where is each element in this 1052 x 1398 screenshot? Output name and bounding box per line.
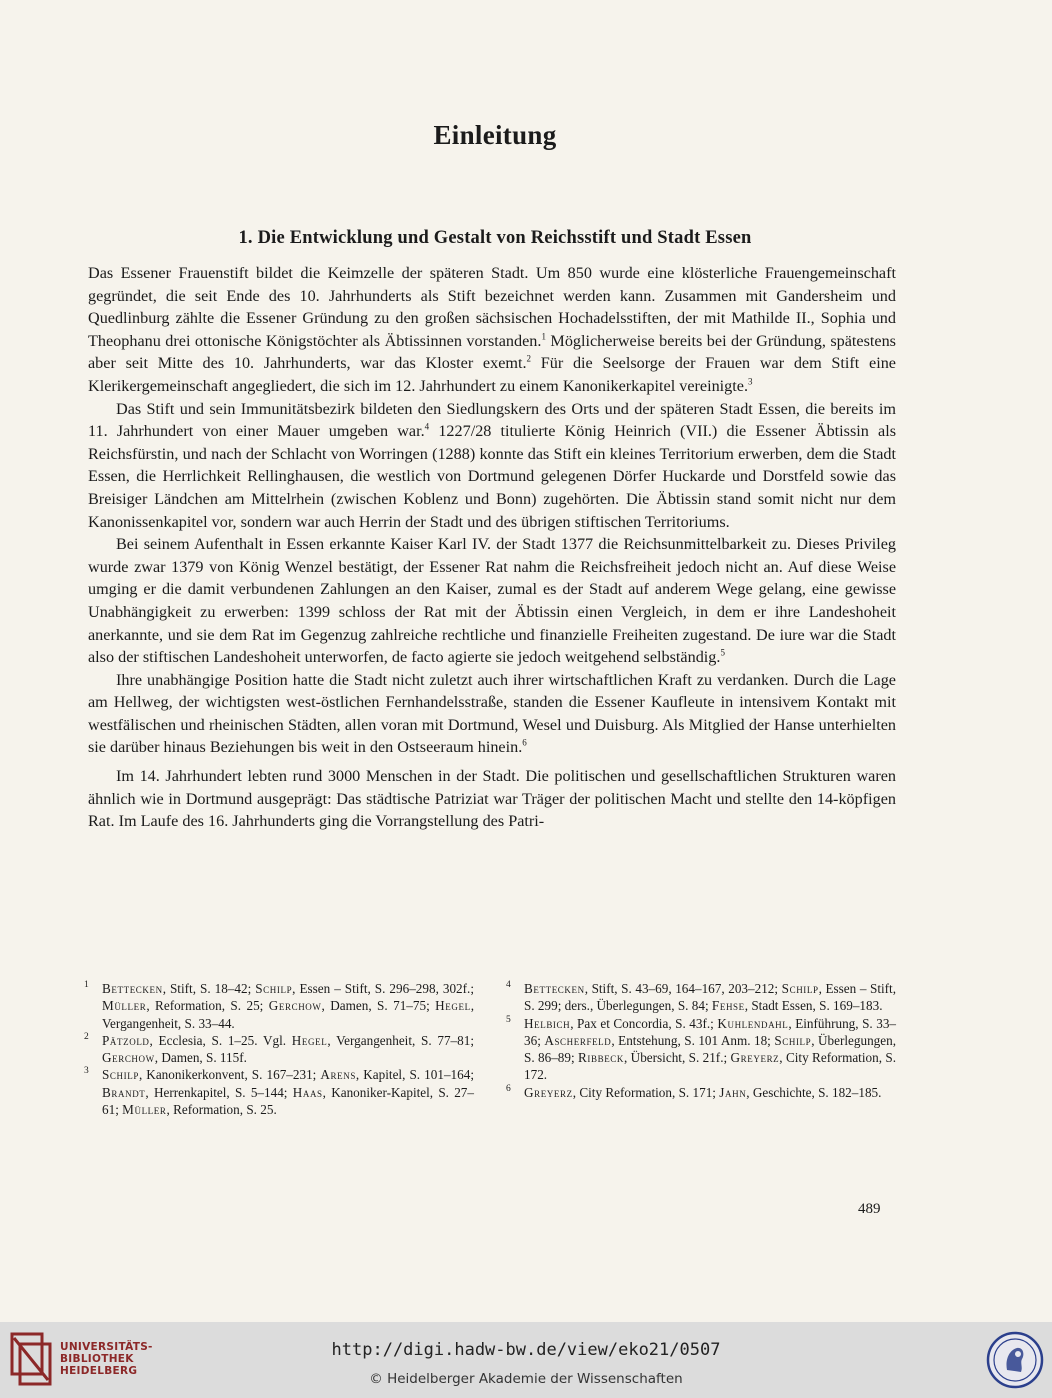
paragraph-3: Bei seinem Aufenthalt in Essen erkannte Kaiser Karl IV. der Stadt 1377 die Reichsunmittelbarkeit zu. Dieses Privileg wurde zwar 1379 von König Wenzel bestätigt, der Essener Rat nahm die Reichsfreiheit jedoch nicht an. Auf diese Weise umging er die damit verbundenen Zahlungen an den Kaiser, zumal es der Stadt auf anderem Wege gelang, eine gewisse Unabhängigkeit zu erwerben: 1399 schloss der Rat mit der Äbtissin einen Vergleich, in dem er ihre Landeshoheit anerkannte, und sie dem Rat im Gegenzug zahlreiche rechtliche und finanzielle Freiheiten zugestand. De iure war die Stadt also der stiftischen Landeshoheit unterworfen, de facto agierte sie jedoch weitgehend selbständig.$^5$ [88,535,896,667]
paragraph-4: Ihre unabhängige Position hatte die Stadt nicht zuletzt auch ihrer wirtschaftlichen Kraft zu verdanken. Durch die Lage am Hellweg, der wichtigsten west-östlichen Fernhandelsstraße, standen die Essener Kaufleute in intensivem Kontakt mit westfälischen und rheinischen Städten, allen voran mit Dortmund, Wesel und Duisburg. Als Mitglied der Hanse unterhielten sie darüber hinaus Beziehungen bis weit in den Ostseeraum hinein.$^6$ [88,670,896,757]
library-logo-text[interactable]: UNIVERSITÄTS- BIBLIOTHEK HEIDELBERG [60,1341,153,1377]
body-text [88,262,896,833]
footnote-ref: 2 [526,353,532,364]
viewer-footer [0,1322,1052,1398]
page-number: 489 [858,1201,881,1217]
footnote-2: 2 Pätzold, Ecclesia, S. 1–25. Vgl. Hegel, Vergangenheit, S. 77–81; Gerchow, Damen, S. 115f. [84,1031,474,1066]
footnote-ref: 1 [541,331,546,342]
footnote-ref: 4 [424,421,430,432]
footnotes-right [506,980,896,1118]
footnote-3: 3 Schilp, Kanonikerkonvent, S. 167–231; Arens, Kapitel, S. 101–164; Brandt, Herrenkapitel, S. 5–144; Haas, Kanoniker-Kapitel, S. 27–61; Müller, Reformation, S. 25. [84,1066,474,1118]
page-title: Einleitung [433,120,557,151]
footnote-1: 1 Bettecken, Stift, S. 18–42; Schilp, Essen – Stift, S. 296–298, 302f.; Müller, Reformation, S. 25; Gerchow, Damen, S. 71–75; Hegel, Vergangenheit, S. 33–44. [84,980,475,1031]
paragraph-2: Das Stift und sein Immunitätsbezirk bildeten den Siedlungskern des Orts und der späteren Stadt Essen, die bereits im 11. Jahrhundert von einer Mauer umgeben war.$^4$ 1227/28 titulierte König Heinrich (VII.) die Essener Äbtissin als Reichsfürstin, und nach der Schlacht von Worringen (1288) konnte das Stift ein kleines Territorium erwerben, dem die Stadt Essen, die Herrlichkeit Rellinghausen, die westlich von Dortmund gelegenen Dörfer Huckarde und Dorstfeld sowie das Breisiger Ländchen am Mittelrhein (zwischen Koblenz und Bonn) zugehörten. Die Äbtissin stand somit nicht nur dem Kanonissenkapitel vor, sondern war auch Herrin der Stadt und des übrigen stiftischen Territoriums. [88,399,897,531]
paragraph-1: Das Essener Frauenstift bildet die Keimzelle der späteren Stadt. Um 850 wurde eine klösterliche Frauengemeinschaft gegründet, die seit Ende des 10. Jahrhunderts als Stift bezeichnet werden kann. Zusammen mit Gandersheim und Quedlinburg zählte die Essener Gründung zu den großen sächsischen Hochadelsstiften, der mit Mathilde II., Sophia und Theophanu drei ottonische Königstöchter als Äbtissinnen vorstanden.$^1$ Möglicherweise bereits bei der Gründung, spätestens aber seit Mitte des 10. Jahrhunderts, war das Kloster exemt.$^2$ Für die Seelsorge der Frauen war dem Stift eine Klerikergemeinschaft angegliedert, die sich im 12. Jahrhundert zu einem Kanonikerkapitel vereinigte.$^3$ [88,264,896,395]
academy-seal-icon [985,1330,1045,1390]
footnote-6: 6 Greyerz, City Reformation, S. 171; Jahn, Geschichte, S. 182–185. [506,1083,882,1100]
footnote-ref: 5 [720,647,725,658]
footnote-ref: 6 [522,738,527,749]
footnote-4: 4 Bettecken, Stift, S. 43–69, 164–167, 203–212; Schilp, Essen – Stift, S. 299; ders., Überlegungen, S. 84; Fehse, Stadt Essen, S. 169–183. [506,980,897,1014]
footnotes-left [84,980,474,1118]
footnotes [84,980,896,1118]
footnote-ref: 3 [748,376,753,387]
section-title: 1. Die Entwicklung und Gestalt von Reichsstift und Stadt Essen [238,228,752,249]
permalink-url[interactable]: http://digi.hadw-bw.de/view/eko21/0507 [331,1340,721,1360]
paragraph-5: Im 14. Jahrhundert lebten rund 3000 Menschen in der Stadt. Die politischen und gesellschaftlichen Strukturen waren ähnlich wie in Dortmund ausgeprägt: Das städtische Patriziat war Träger der politischen Macht und stellte den 14-köpfigen Rat. Im Laufe des 16. Jahrhunderts ging die Vorrangstellung des Patri- [88,767,896,831]
footnote-5: 5 Helbich, Pax et Concordia, S. 43f.; Kuhlendahl, Einführung, S. 33–36; Ascherfeld, Entstehung, S. 101 Anm. 18; Schilp, Überlegungen, S. 86–89; Ribbeck, Übersicht, S. 21f.; Greyerz, City Reformation, S. 172. [506,1014,897,1083]
copyright-text: © Heidelberger Akademie der Wissenschaften [369,1371,683,1387]
